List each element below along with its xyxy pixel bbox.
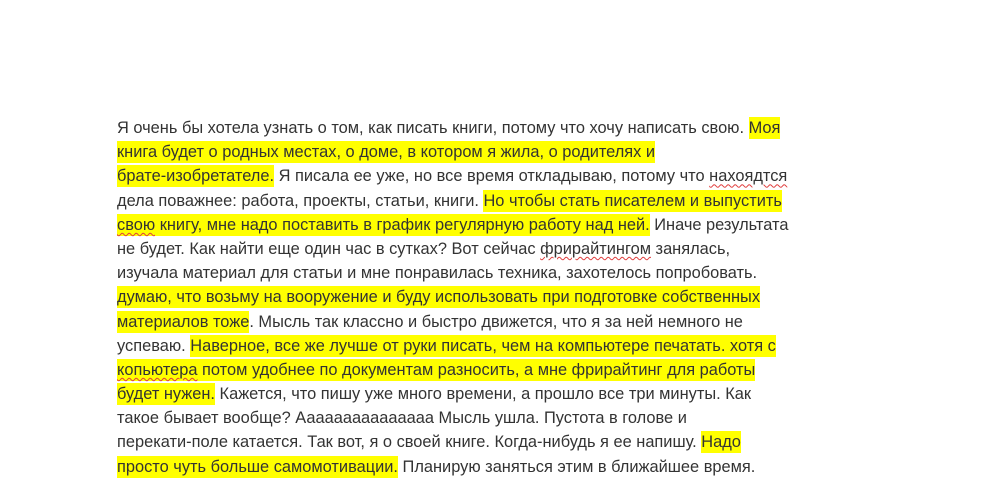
text-segment: дела поважнее: работа, проекты, статьи, книги. bbox=[117, 191, 484, 210]
text-segment: Планирую заняться этим в ближайшее время. bbox=[397, 457, 756, 476]
highlighted-misspelled-word: копьютера bbox=[117, 360, 198, 379]
highlighted-text: Моя bbox=[748, 119, 781, 137]
text-segment: Я писала ее уже, но все время откладываю, потому что bbox=[274, 167, 710, 186]
text-segment: изучала материал для статьи и мне понравилась техника, захотелось попробовать. bbox=[117, 264, 758, 283]
highlighted-text: книга будет о родных местах, о доме, в котором я жила, о родителях и bbox=[117, 143, 656, 162]
highlighted-text: будет нужен. bbox=[117, 385, 215, 404]
highlighted-text: Наверное, все же лучше от руки писать, чем на компьютере печатать. хотя с bbox=[190, 336, 776, 355]
text-line bbox=[117, 455, 877, 479]
text-line bbox=[117, 189, 877, 213]
text-segment: не будет. Как найти еще один час в сутках? Вот сейчас bbox=[117, 239, 541, 258]
text-segment: такое бывает вообще? Ааааааааааааааа Мысль ушла. Пустота в голове и bbox=[117, 409, 687, 428]
text-line bbox=[117, 237, 877, 261]
text-segment: успеваю. bbox=[117, 336, 191, 355]
highlighted-text: Надо bbox=[701, 433, 741, 452]
highlighted-misspelled-word: свою bbox=[117, 215, 156, 234]
text-line bbox=[117, 382, 877, 406]
text-segment: занялась, bbox=[651, 239, 731, 258]
text-segment: Я очень бы хотела узнать о том, как писать книги, потому что хочу написать свою. bbox=[117, 119, 749, 137]
highlighted-text: просто чуть больше самомотивации. bbox=[117, 457, 398, 476]
text-segment: Иначе результата bbox=[649, 215, 789, 234]
text-line bbox=[117, 116, 877, 140]
misspelled-word: нахоядтся bbox=[709, 167, 788, 186]
text-line bbox=[117, 285, 877, 309]
highlighted-text: Но чтобы стать писателем и выпустить bbox=[483, 191, 782, 210]
misspelled-word: фрирайтингом bbox=[540, 239, 651, 258]
highlighted-text: потом удобнее по документам разносить, а мне фрирайтинг для работы bbox=[197, 360, 756, 379]
highlighted-text: книгу, мне надо поставить в график регулярную работу над ней. bbox=[155, 215, 650, 234]
text-line bbox=[117, 261, 877, 285]
highlighted-text: думаю, что возьму на вооружение и буду использовать при подготовке собственных bbox=[117, 288, 761, 307]
text-segment: Кажется, что пишу уже много времени, а прошло все три минуты. Как bbox=[215, 385, 752, 404]
text-segment: . Мысль так классно и быстро движется, что я за ней немного не bbox=[249, 312, 743, 331]
text-line bbox=[117, 430, 877, 454]
text-line bbox=[117, 310, 877, 334]
text-line bbox=[117, 334, 877, 358]
highlighted-text: материалов тоже bbox=[117, 312, 250, 331]
text-segment: перекати-поле катается. Так вот, я о своей книге. Когда-нибудь я ее напишу. bbox=[117, 433, 702, 452]
text-line bbox=[117, 164, 877, 188]
text-line bbox=[117, 213, 877, 237]
text-line bbox=[117, 406, 877, 430]
text-line bbox=[117, 358, 877, 382]
document-body bbox=[117, 116, 877, 479]
highlighted-text: брате-изобретателе. bbox=[117, 167, 275, 186]
text-line bbox=[117, 140, 877, 164]
